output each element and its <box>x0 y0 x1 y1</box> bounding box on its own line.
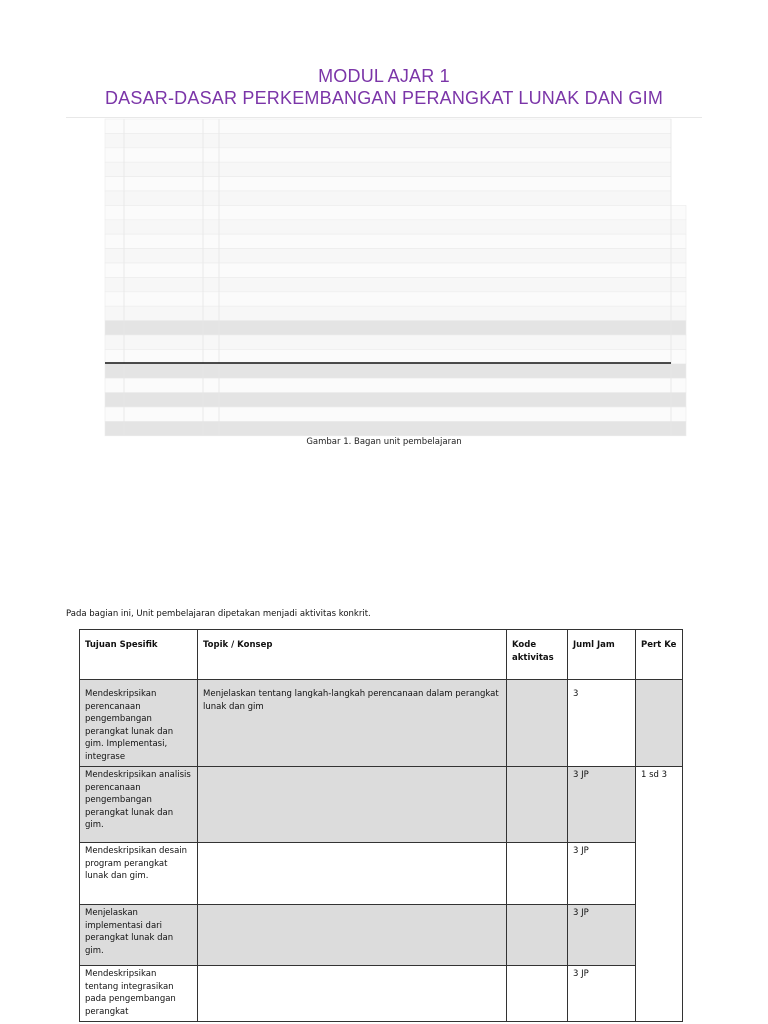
cell-kode <box>507 843 568 905</box>
cell-topik <box>198 905 507 966</box>
figure-grid-row <box>105 191 671 205</box>
header-topik: Topik / Konsep <box>198 630 507 680</box>
cell-topik <box>198 767 507 843</box>
figure-grid-row <box>105 263 686 277</box>
cell-jam: 3 JP <box>568 843 636 905</box>
figure-grid-row <box>105 133 671 147</box>
cell-jam: 3 JP <box>568 767 636 843</box>
figure-grid-row <box>105 292 686 306</box>
table-row <box>80 680 683 767</box>
cell-topik <box>198 966 507 1022</box>
header-pert: Pert Ke <box>636 630 683 680</box>
figure-grid-row <box>105 177 671 191</box>
figure-grid-row <box>105 378 686 392</box>
table-row <box>80 843 683 905</box>
cell-tujuan: Mendeskripsikan desain program perangkat lunak dan gim. <box>80 843 198 905</box>
cell-jam: 3 <box>568 680 636 767</box>
cell-tujuan: Mendeskripsikan tentang integrasikan pada pengembangan perangkat <box>80 966 198 1022</box>
intro-text: Pada bagian ini, Unit pembelajaran dipetakan menjadi aktivitas konkrit. <box>66 609 371 619</box>
cell-jam: 3 JP <box>568 966 636 1022</box>
unit-chart-figure <box>0 0 768 440</box>
cell-kode <box>507 680 568 767</box>
figure-grid-row <box>105 407 686 421</box>
cell-topik <box>198 843 507 905</box>
activity-table <box>79 629 683 1022</box>
table-row <box>80 767 683 843</box>
cell-pert <box>636 680 683 767</box>
figure-grid-row <box>105 421 686 435</box>
table-row <box>80 905 683 966</box>
cell-kode <box>507 767 568 843</box>
figure-grid-row <box>105 205 686 219</box>
cell-tujuan: Menjelaskan implementasi dari perangkat lunak dan gim. <box>80 905 198 966</box>
cell-kode <box>507 905 568 966</box>
figure-grid-row <box>105 364 686 378</box>
figure-grid-row <box>105 148 671 162</box>
cell-tujuan: Mendeskripsikan analisis perencanaan pengembangan perangkat lunak dan gim. <box>80 767 198 843</box>
figure-grid-row <box>105 119 671 133</box>
figure-caption: Gambar 1. Bagan unit pembelajaran <box>306 437 462 447</box>
header-kode: Kode aktivitas <box>507 630 568 680</box>
cell-pert: 1 sd 3 <box>636 767 683 1022</box>
figure-grid-row <box>105 306 686 320</box>
header-tujuan: Tujuan Spesifik <box>80 630 198 680</box>
page-title: MODUL AJAR 1 <box>318 66 450 86</box>
figure-grid-row <box>105 321 686 335</box>
figure-grid-row <box>105 393 686 407</box>
figure-grid-row <box>105 220 686 234</box>
cell-tujuan: Mendeskripsikan perencanaan pengembangan perangkat lunak dan gim. Implementasi, integrase <box>80 680 198 767</box>
figure-grid-row <box>105 277 686 291</box>
figure-grid-row <box>105 234 686 248</box>
cell-topik: Menjelaskan tentang langkah-langkah perencanaan dalam perangkat lunak dan gim <box>198 680 507 767</box>
figure-grid-row <box>105 249 686 263</box>
figure-grid-row <box>105 162 671 176</box>
figure-grid-row <box>105 349 686 363</box>
cell-kode <box>507 966 568 1022</box>
figure-grid-row <box>105 335 686 349</box>
table-header-row <box>80 630 683 680</box>
table-row <box>80 966 683 1022</box>
header-jam: Juml Jam <box>568 630 636 680</box>
cell-jam: 3 JP <box>568 905 636 966</box>
page-subtitle: DASAR-DASAR PERKEMBANGAN PERANGKAT LUNAK DAN GIM <box>104 88 664 108</box>
